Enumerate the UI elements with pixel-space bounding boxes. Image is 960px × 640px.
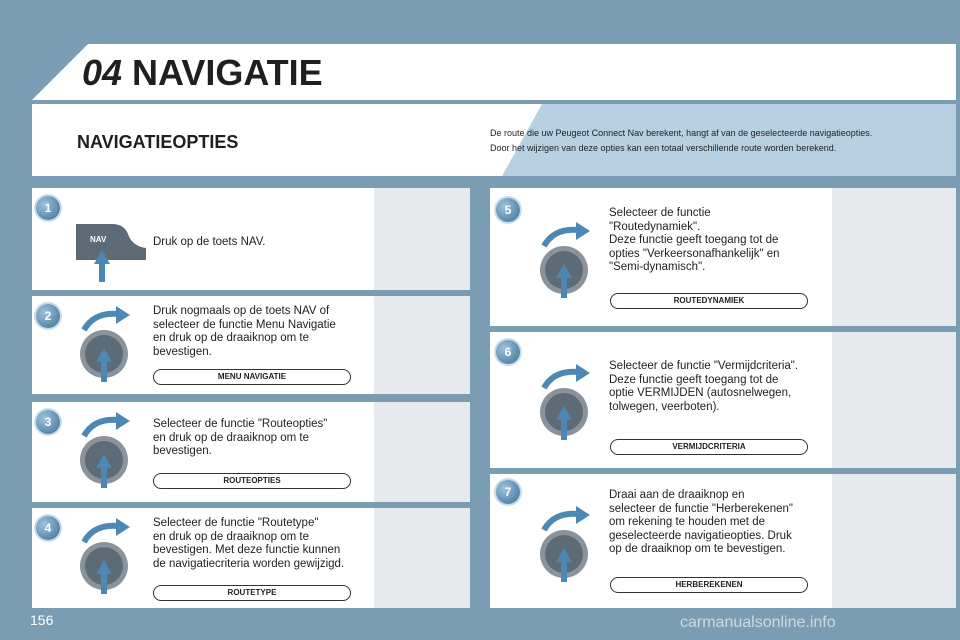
nav-key-label: NAV xyxy=(90,235,107,244)
step-3-line-1: Selecteer de functie "Routeopties" xyxy=(153,418,328,430)
header-corner-decoration xyxy=(32,44,88,100)
chapter-header xyxy=(32,44,956,100)
page-number: 156 xyxy=(30,612,54,628)
step-text-6 xyxy=(609,360,839,414)
step-badge-4: 4 xyxy=(36,516,60,540)
step-label-routedynamiek: ROUTEDYNAMIEK xyxy=(610,293,808,309)
step-text-2 xyxy=(153,305,368,359)
radio-panel-photo xyxy=(374,508,470,608)
section-header xyxy=(32,104,956,176)
radio-panel-photo xyxy=(374,402,470,502)
step-2-line-2: selecteer de functie Menu Navigatie xyxy=(153,318,336,331)
nav-key-icon xyxy=(72,220,150,284)
step-label-herberekenen: HERBEREKENEN xyxy=(610,577,808,593)
step-7-line-1: Draai aan de draaiknop en xyxy=(609,489,745,501)
step-badge-3: 3 xyxy=(36,410,60,434)
step-2-line-1: Druk nogmaals op de toets NAV of xyxy=(153,305,330,317)
step-6-line-4: tolwegen, veerboten). xyxy=(609,400,720,413)
step-text-7 xyxy=(609,489,834,557)
step-5-line-4: opties "Verkeersonafhankelijk" en xyxy=(609,247,780,260)
step-badge-7: 7 xyxy=(496,480,520,504)
step-6-line-1: Selecteer de functie "Vermijdcriteria". xyxy=(609,360,799,372)
step-6-line-2: Deze functie geeft toegang tot de xyxy=(609,373,779,386)
step-4-line-2: en druk op de draaiknop om te xyxy=(153,530,309,543)
step-text-3 xyxy=(153,418,368,459)
rotary-knob-icon xyxy=(74,516,134,596)
step-label-routetype: ROUTETYPE xyxy=(153,585,351,601)
step-badge-1: 1 xyxy=(36,196,60,220)
step-4-line-3: bevestigen. Met deze functie kunnen xyxy=(153,544,341,556)
step-3-line-3: bevestigen. xyxy=(153,445,212,457)
watermark: carmanualsonline.info xyxy=(680,614,836,631)
step-4-line-1: Selecteer de functie "Routetype" xyxy=(153,517,319,529)
step-label-vermijdcriteria: VERMIJDCRITERIA xyxy=(610,439,808,455)
step-badge-6: 6 xyxy=(496,340,520,364)
step-7-line-4: geselecteerde navigatieopties. Druk xyxy=(609,529,792,542)
radio-panel-photo xyxy=(832,188,956,326)
step-1-line-1: Druk op de toets NAV. xyxy=(153,236,266,248)
step-6-line-3: optie VERMIJDEN (autosnelwegen, xyxy=(609,387,792,399)
step-3-line-2: en druk op de draaiknop om te xyxy=(153,431,309,444)
step-text-5 xyxy=(609,207,829,275)
step-label-routeopties: ROUTEOPTIES xyxy=(153,473,351,489)
rotary-knob-icon xyxy=(534,362,594,442)
section-intro-line-2: Door het wijzigen van deze opties kan een totaal verschillende route worden berekend. xyxy=(490,143,837,153)
radio-panel-photo xyxy=(832,474,956,608)
step-5-line-1: Selecteer de functie xyxy=(609,207,711,219)
step-text-4 xyxy=(153,517,373,571)
rotary-knob-icon xyxy=(74,304,134,384)
rotary-knob-icon xyxy=(534,504,594,584)
step-badge-2: 2 xyxy=(36,304,60,328)
rotary-knob-icon xyxy=(74,410,134,490)
chapter-title: NAVIGATIE xyxy=(132,52,323,93)
step-4-line-4: de navigatiecriteria worden gewijzigd. xyxy=(153,557,345,570)
step-5-line-5: "Semi-dynamisch". xyxy=(609,261,706,273)
chapter-number: 04 xyxy=(82,52,123,93)
step-7-line-2: selecteer de functie "Herberekenen" xyxy=(609,502,793,515)
radio-panel-photo xyxy=(832,332,956,468)
step-label-menu-navigatie: MENU NAVIGATIE xyxy=(153,369,351,385)
step-7-line-5: op de draaiknop om te bevestigen. xyxy=(609,543,786,555)
step-5-line-2: "Routedynamiek". xyxy=(609,220,701,233)
radio-panel-photo xyxy=(374,296,470,394)
step-5-line-3: Deze functie geeft toegang tot de xyxy=(609,234,779,246)
section-intro xyxy=(490,126,950,156)
section-title: NAVIGATIEOPTIES xyxy=(77,132,239,152)
step-2-line-4: bevestigen. xyxy=(153,345,212,358)
step-2-line-3: en druk op de draaiknop om te xyxy=(153,332,309,344)
step-text-1 xyxy=(153,236,363,250)
step-7-line-3: om rekening te houden met de xyxy=(609,516,765,528)
rotary-knob-icon xyxy=(534,220,594,300)
radio-panel-photo xyxy=(374,188,470,290)
step-badge-5: 5 xyxy=(496,198,520,222)
section-intro-line-1: De route die uw Peugeot Connect Nav berekent, hangt af van de geselecteerde navigatieopties. xyxy=(490,128,873,138)
